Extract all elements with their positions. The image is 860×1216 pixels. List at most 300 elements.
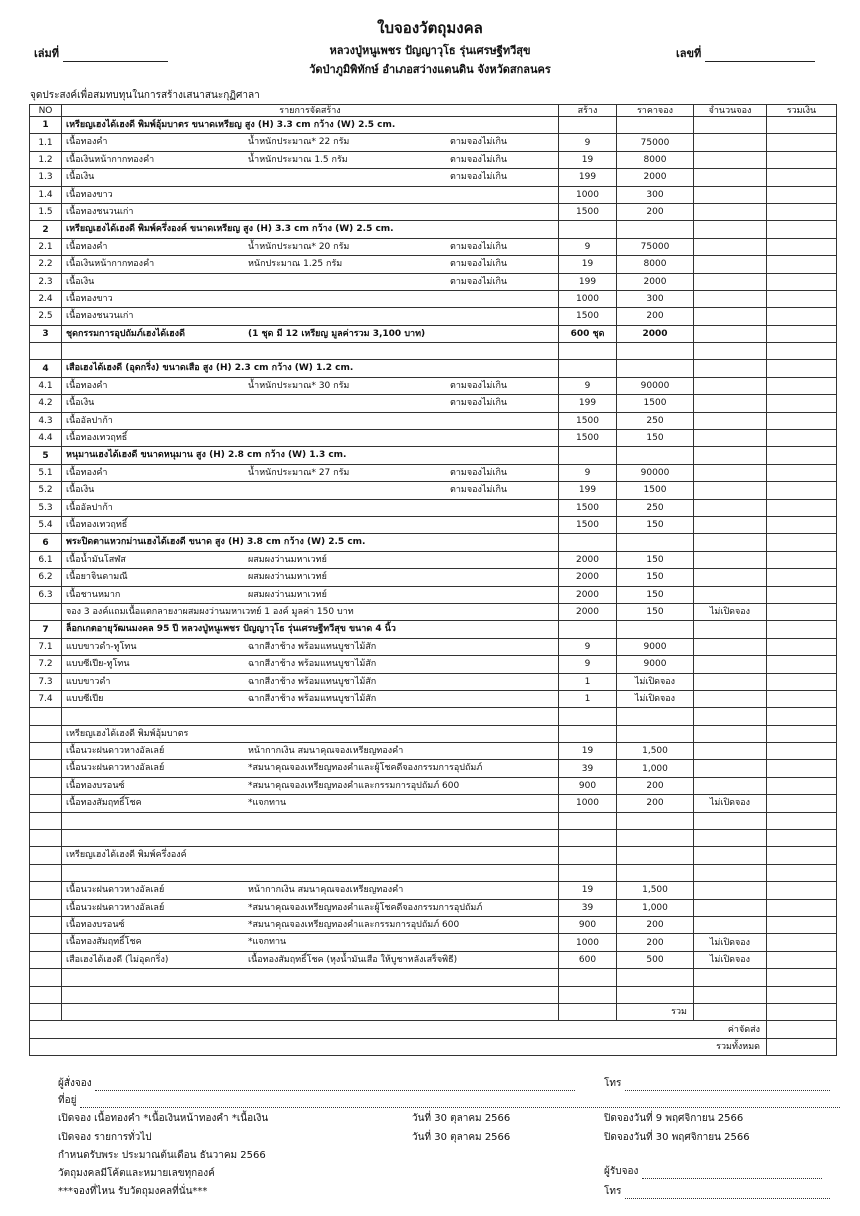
note2-text: ***จองที่ไหน รับวัตถุมงคลที่นั่น***	[58, 1186, 208, 1197]
booking-price	[617, 812, 694, 829]
built-count: 2000	[559, 551, 617, 568]
row-number: 2.2	[30, 256, 62, 273]
row-total[interactable]	[767, 551, 837, 568]
table-row	[30, 238, 837, 255]
orderer-row	[58, 1076, 575, 1091]
row-number: 5.1	[30, 464, 62, 481]
booking-quantity[interactable]	[694, 864, 767, 881]
booking-quantity[interactable]	[694, 169, 767, 186]
table-row	[30, 760, 837, 777]
booking-price	[617, 117, 694, 134]
booking-quantity[interactable]	[694, 273, 767, 290]
row-description	[62, 882, 559, 899]
total-cell[interactable]	[767, 1003, 837, 1020]
col-quantity: จำนวนจอง	[694, 105, 767, 117]
row-total[interactable]	[767, 238, 837, 255]
built-count: 9	[559, 134, 617, 151]
item-limit: ตามจองไม่เกิน	[450, 154, 508, 165]
built-count	[559, 725, 617, 742]
built-count: 900	[559, 777, 617, 794]
booklet-field[interactable]	[34, 44, 168, 62]
row-description	[62, 325, 559, 342]
item-detail: หน้ากากเงิน สมนาคุณจองเหรียญทองคำ	[248, 885, 404, 896]
item-limit: ตามจองไม่เกิน	[450, 172, 508, 183]
total-cell[interactable]	[767, 1021, 837, 1038]
item-name: ล็อกเกตอายุวัฒนมงคล 95 ปี หลวงปู่หนูเพชร ปัญญาวุโธ รุ่นเศรษฐีทวีสุข ขนาด 4 นิ้ว	[66, 624, 396, 635]
row-description	[62, 169, 559, 186]
row-total[interactable]	[767, 499, 837, 516]
item-detail: น้ำหนักประมาณ* 20 กรัม	[248, 241, 350, 252]
booking-quantity[interactable]	[694, 708, 767, 725]
orderer-line[interactable]	[95, 1079, 575, 1091]
row-number: 6.3	[30, 586, 62, 603]
booking-quantity[interactable]	[694, 673, 767, 690]
total-cell	[617, 1038, 694, 1055]
table-row	[30, 256, 837, 273]
built-count: 39	[559, 760, 617, 777]
booking-quantity[interactable]	[694, 412, 767, 429]
item-name: เสือเฮงได้เฮงดี (อุดกริ่ง) ขนาดเสือ สูง (H) 2.3 cm กว้าง (W) 1.2 cm.	[66, 363, 354, 374]
booking-quantity[interactable]	[694, 847, 767, 864]
row-description	[62, 916, 559, 933]
booking-price: 200	[617, 934, 694, 951]
booking-quantity[interactable]: ไม่เปิดจอง	[694, 795, 767, 812]
item-detail: น้ำหนักประมาณ 1.5 กรัม	[248, 154, 348, 165]
table-row	[30, 134, 837, 151]
row-description	[62, 743, 559, 760]
built-count	[559, 117, 617, 134]
phone2-label: โทร	[604, 1186, 622, 1197]
booking-quantity[interactable]	[694, 430, 767, 447]
item-detail: ผสมผงว่านมหาเวทย์	[248, 572, 327, 583]
item-limit: ตามจองไม่เกิน	[450, 276, 508, 287]
booking-price: 2000	[617, 273, 694, 290]
row-description	[62, 777, 559, 794]
booking-quantity[interactable]	[694, 830, 767, 847]
booking-quantity[interactable]	[694, 464, 767, 481]
table-row	[30, 795, 837, 812]
booking-quantity[interactable]	[694, 725, 767, 742]
built-count: 9	[559, 656, 617, 673]
row-description	[62, 186, 559, 203]
table-row	[30, 847, 837, 864]
booking-quantity[interactable]	[694, 325, 767, 342]
row-number	[30, 343, 62, 360]
booking-quantity[interactable]	[694, 482, 767, 499]
row-number: 1	[30, 117, 62, 134]
row-description	[62, 221, 559, 238]
table-row	[30, 516, 837, 533]
booking-quantity[interactable]	[694, 621, 767, 638]
row-total[interactable]	[767, 690, 837, 707]
item-name: เหรียญเฮงได้เฮงดี พิมพ์ครึ่งองค์	[66, 850, 187, 861]
row-description	[62, 238, 559, 255]
total-cell	[559, 1003, 617, 1020]
booking-quantity[interactable]	[694, 377, 767, 394]
booking-price: 150	[617, 430, 694, 447]
row-description	[62, 499, 559, 516]
phone2-line[interactable]	[625, 1187, 830, 1199]
row-description	[62, 673, 559, 690]
item-name: ชุดกรรมการอุปถัมภ์เฮงได้เฮงดี	[66, 328, 185, 339]
built-count: 19	[559, 743, 617, 760]
table-row	[30, 777, 837, 794]
booking-price: 9000	[617, 656, 694, 673]
item-name: เนื้อทองบรอนซ์	[66, 919, 125, 930]
row-number	[30, 847, 62, 864]
built-count: 9	[559, 638, 617, 655]
item-detail: (1 ชุด มี 12 เหรียญ มูลค่ารวม 3,100 บาท)	[248, 328, 426, 339]
row-total[interactable]	[767, 986, 837, 1003]
blank-row	[30, 969, 837, 986]
row-description	[62, 621, 559, 638]
purpose-text: จุดประสงค์เพื่อสมทบทุนในการสร้างเสนาสนะกุฏิศาลา	[30, 90, 260, 101]
col-total: รวมเงิน	[767, 105, 837, 117]
booking-price: 500	[617, 951, 694, 968]
row-description	[62, 412, 559, 429]
built-count: 39	[559, 899, 617, 916]
item-name: เนื้อเงินหน้ากากทองคำ	[66, 154, 155, 165]
section-row	[30, 221, 837, 238]
blank-row	[30, 708, 837, 725]
row-total[interactable]	[767, 760, 837, 777]
row-number: 3	[30, 325, 62, 342]
row-number: 1.1	[30, 134, 62, 151]
booking-quantity[interactable]	[694, 760, 767, 777]
built-count	[559, 621, 617, 638]
row-total[interactable]	[767, 395, 837, 412]
built-count	[559, 343, 617, 360]
row-total[interactable]	[767, 656, 837, 673]
row-number: 7.3	[30, 673, 62, 690]
booking-price: 150	[617, 586, 694, 603]
row-total[interactable]	[767, 812, 837, 829]
row-total[interactable]	[767, 308, 837, 325]
item-detail: *แจกทาน	[248, 798, 287, 809]
row-number: 6.1	[30, 551, 62, 568]
row-total[interactable]	[767, 951, 837, 968]
row-number: 5	[30, 447, 62, 464]
booking-price: 300	[617, 290, 694, 307]
built-count: 9	[559, 464, 617, 481]
built-count	[559, 221, 617, 238]
row-total[interactable]	[767, 638, 837, 655]
booking-quantity[interactable]	[694, 186, 767, 203]
item-name: เหรียญเฮงได้เฮงดี พิมพ์อุ้มบาตร	[66, 728, 189, 739]
row-number: 7	[30, 621, 62, 638]
booking-quantity[interactable]	[694, 551, 767, 568]
sum-label: รวม	[617, 1003, 694, 1020]
table-row	[30, 603, 837, 620]
item-detail: น้ำหนักประมาณ* 30 กรัม	[248, 380, 350, 391]
built-count: 199	[559, 273, 617, 290]
booking-quantity[interactable]	[694, 656, 767, 673]
built-count: 19	[559, 151, 617, 168]
row-total[interactable]	[767, 186, 837, 203]
row-number: 1.5	[30, 203, 62, 220]
row-total[interactable]	[767, 221, 837, 238]
table-header	[30, 105, 837, 117]
table-row	[30, 690, 837, 707]
item-detail: *แจกทาน	[248, 937, 287, 948]
booking-price	[617, 830, 694, 847]
booking-quantity[interactable]: ไม่เปิดจอง	[694, 934, 767, 951]
blank-row	[30, 343, 837, 360]
booking-quantity[interactable]	[694, 290, 767, 307]
table-row	[30, 430, 837, 447]
item-name: เสือเฮงได้เฮงดี (ไม่อุดกริ่ง)	[66, 954, 169, 965]
row-description	[62, 656, 559, 673]
total-cell	[62, 1003, 559, 1020]
item-name: แบบซีเปีย-ทูโทน	[66, 659, 130, 670]
booking-quantity[interactable]	[694, 343, 767, 360]
row-number: 4.1	[30, 377, 62, 394]
row-total[interactable]	[767, 603, 837, 620]
row-total[interactable]	[767, 777, 837, 794]
table-row	[30, 725, 837, 742]
address-line[interactable]	[80, 1096, 840, 1108]
item-detail: ฉากสีงาช้าง พร้อมแทนบูชาไม้สัก	[248, 676, 377, 687]
booking-quantity[interactable]	[694, 117, 767, 134]
row-total[interactable]	[767, 464, 837, 481]
phone2-row	[604, 1184, 830, 1199]
row-total[interactable]	[767, 117, 837, 134]
booking-quantity[interactable]	[694, 203, 767, 220]
booking-quantity[interactable]	[694, 256, 767, 273]
receiver-line[interactable]	[642, 1167, 822, 1179]
row-total[interactable]	[767, 343, 837, 360]
row-description	[62, 847, 559, 864]
item-name: เนื้ออัลปาก้า	[66, 502, 113, 513]
item-name: หนุมานเฮงได้เฮงดี ขนาดหนุมาน สูง (H) 2.8 cm กว้าง (W) 1.3 cm.	[66, 450, 347, 461]
built-count: 1	[559, 690, 617, 707]
row-number: 4	[30, 360, 62, 377]
booking-quantity[interactable]	[694, 777, 767, 794]
grand-total-label: รวมทั้งหมด	[694, 1038, 767, 1055]
built-count	[559, 534, 617, 551]
row-total[interactable]	[767, 621, 837, 638]
item-name: เนื้อนวะฝนดาวหางอัลเลย์	[66, 902, 165, 913]
row-total[interactable]	[767, 482, 837, 499]
item-name: เนื้อทองคำ	[66, 380, 108, 391]
total-cell	[30, 1021, 62, 1038]
booking-quantity[interactable]	[694, 360, 767, 377]
row-total[interactable]	[767, 273, 837, 290]
booking-price: 200	[617, 777, 694, 794]
row-total[interactable]	[767, 916, 837, 933]
row-total[interactable]	[767, 151, 837, 168]
row-number: 7.1	[30, 638, 62, 655]
booking-quantity[interactable]: ไม่เปิดจอง	[694, 603, 767, 620]
total-cell	[694, 1003, 767, 1020]
row-total[interactable]	[767, 899, 837, 916]
receiver-row	[604, 1164, 822, 1179]
item-detail: ผสมผงว่านมหาเวทย์	[248, 589, 327, 600]
item-name: เนื้อทองคำ	[66, 137, 108, 148]
built-count: 900	[559, 916, 617, 933]
built-count: 199	[559, 395, 617, 412]
row-description	[62, 603, 559, 620]
open2-text: เปิดจอง รายการทั่วไป	[58, 1132, 152, 1143]
row-total[interactable]	[767, 325, 837, 342]
booking-quantity[interactable]	[694, 499, 767, 516]
booking-price: 150	[617, 551, 694, 568]
item-name: พระปิดตาแหวกม่านเฮงได้เฮงดี ขนาด สูง (H) 3.8 cm กว้าง (W) 2.5 cm.	[66, 537, 366, 548]
table-row	[30, 464, 837, 481]
booking-price: 75000	[617, 134, 694, 151]
item-name: เนื้อทองบรอนซ์	[66, 780, 125, 791]
booking-quantity[interactable]	[694, 882, 767, 899]
row-number: 2.4	[30, 290, 62, 307]
booking-quantity[interactable]	[694, 638, 767, 655]
booking-quantity[interactable]	[694, 395, 767, 412]
item-name: จอง 3 องค์แถมเนื้อแตกลายงาผสมผงว่านมหาเวทย์ 1 องค์ มูลค่า 150 บาท	[66, 606, 354, 617]
built-count	[559, 830, 617, 847]
row-number	[30, 795, 62, 812]
row-description	[62, 830, 559, 847]
row-total[interactable]	[767, 290, 837, 307]
row-total[interactable]	[767, 743, 837, 760]
booking-quantity[interactable]	[694, 899, 767, 916]
item-name: เนื้อทองขาว	[66, 189, 113, 200]
booking-quantity[interactable]	[694, 743, 767, 760]
row-description	[62, 551, 559, 568]
phone-row	[604, 1076, 830, 1091]
section-row	[30, 621, 837, 638]
table-row	[30, 395, 837, 412]
item-name: เนื้อชานหมาก	[66, 589, 121, 600]
item-detail: *สมนาคุณจองเหรียญทองคำและกรรมการอุปถัมภ์ 600	[248, 780, 460, 791]
form-temple: วัดป่าภูมิพิทักษ์ อำเภอสว่างแดนดิน จังหวัดสกลนคร	[309, 63, 551, 76]
section-row	[30, 534, 837, 551]
booking-price: 2000	[617, 169, 694, 186]
booking-quantity[interactable]	[694, 690, 767, 707]
row-total[interactable]	[767, 708, 837, 725]
row-total[interactable]	[767, 256, 837, 273]
row-total[interactable]	[767, 847, 837, 864]
pickup-text: กำหนดรับพระ ประมาณต้นเดือน ธันวาคม 2566	[58, 1150, 266, 1161]
row-total[interactable]	[767, 412, 837, 429]
booking-quantity[interactable]	[694, 812, 767, 829]
total-cell[interactable]	[767, 1038, 837, 1055]
row-number: 2.3	[30, 273, 62, 290]
row-number	[30, 916, 62, 933]
booking-quantity[interactable]	[694, 134, 767, 151]
row-description	[62, 117, 559, 134]
phone-line[interactable]	[625, 1079, 830, 1091]
built-count	[559, 986, 617, 1003]
row-total[interactable]	[767, 673, 837, 690]
row-total[interactable]	[767, 169, 837, 186]
booking-quantity[interactable]	[694, 534, 767, 551]
row-total[interactable]	[767, 534, 837, 551]
row-total[interactable]	[767, 569, 837, 586]
booking-quantity[interactable]	[694, 238, 767, 255]
booking-price: 150	[617, 516, 694, 533]
built-count: 600 ชุด	[559, 325, 617, 342]
open1-date: วันที่ 30 ตุลาคม 2566	[412, 1113, 511, 1124]
close1-text: ปิดจองวันที่ 9 พฤศจิกายน 2566	[604, 1113, 744, 1124]
item-name: เนื้อนวะฝนดาวหางอัลเลย์	[66, 885, 165, 896]
booking-price: ไม่เปิดจอง	[617, 690, 694, 707]
row-total[interactable]	[767, 969, 837, 986]
blank-row	[30, 812, 837, 829]
row-description	[62, 516, 559, 533]
number-field[interactable]	[676, 44, 815, 62]
booking-quantity[interactable]	[694, 569, 767, 586]
booking-quantity[interactable]	[694, 916, 767, 933]
row-description	[62, 586, 559, 603]
row-number: 2.5	[30, 308, 62, 325]
table-row	[30, 586, 837, 603]
row-total[interactable]	[767, 360, 837, 377]
booking-quantity[interactable]	[694, 447, 767, 464]
row-total[interactable]	[767, 516, 837, 533]
row-total[interactable]	[767, 203, 837, 220]
table-row	[30, 899, 837, 916]
item-name: เนื้อทองคำ	[66, 467, 108, 478]
phone-label: โทร	[604, 1078, 622, 1089]
booking-price: 200	[617, 203, 694, 220]
row-total[interactable]	[767, 795, 837, 812]
sum-row	[30, 1003, 837, 1020]
item-name: เนื้อทองคำ	[66, 241, 108, 252]
row-total[interactable]	[767, 134, 837, 151]
row-number: 5.4	[30, 516, 62, 533]
item-name: เนื้อทองชนวนเก่า	[66, 311, 134, 322]
booking-quantity[interactable]: ไม่เปิดจอง	[694, 951, 767, 968]
table-row	[30, 273, 837, 290]
row-total[interactable]	[767, 830, 837, 847]
booking-quantity[interactable]	[694, 221, 767, 238]
row-total[interactable]	[767, 377, 837, 394]
booking-price: 90000	[617, 464, 694, 481]
number-line[interactable]	[705, 48, 815, 62]
row-total[interactable]	[767, 934, 837, 951]
booking-quantity[interactable]	[694, 151, 767, 168]
row-total[interactable]	[767, 882, 837, 899]
row-total[interactable]	[767, 864, 837, 881]
row-description	[62, 447, 559, 464]
row-total[interactable]	[767, 725, 837, 742]
booking-quantity[interactable]	[694, 586, 767, 603]
item-detail: ฉากสีงาช้าง พร้อมแทนบูชาไม้สัก	[248, 659, 377, 670]
row-number	[30, 725, 62, 742]
booking-price	[617, 847, 694, 864]
built-count: 2000	[559, 603, 617, 620]
row-total[interactable]	[767, 447, 837, 464]
booking-quantity[interactable]	[694, 308, 767, 325]
booking-price: 200	[617, 795, 694, 812]
open1-text: เปิดจอง เนื้อทองคำ *เนื้อเงินหน้าทองคำ *เนื้อเงิน	[58, 1113, 269, 1124]
booking-price: 1,000	[617, 899, 694, 916]
row-number: 7.4	[30, 690, 62, 707]
row-description	[62, 795, 559, 812]
row-total[interactable]	[767, 430, 837, 447]
row-description	[62, 934, 559, 951]
booking-quantity[interactable]	[694, 516, 767, 533]
row-description	[62, 308, 559, 325]
booking-price: 75000	[617, 238, 694, 255]
row-number: 1.2	[30, 151, 62, 168]
section-row	[30, 325, 837, 342]
row-total[interactable]	[767, 586, 837, 603]
booking-quantity[interactable]	[694, 969, 767, 986]
col-price: ราคาจอง	[617, 105, 694, 117]
booking-price	[617, 864, 694, 881]
booking-quantity[interactable]	[694, 986, 767, 1003]
booklet-line[interactable]	[63, 48, 168, 62]
